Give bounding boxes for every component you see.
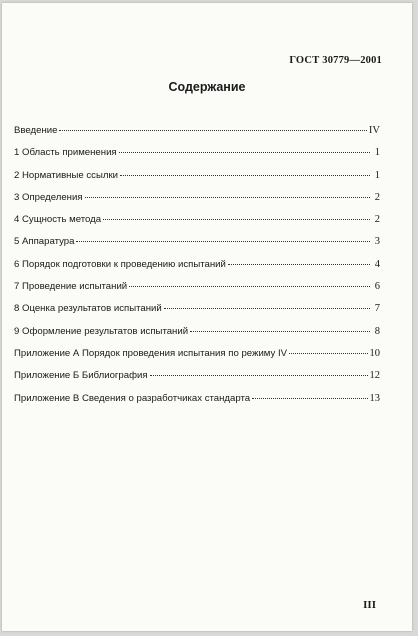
dot-leader — [85, 197, 370, 198]
toc-entry-appendix-b[interactable] — [14, 370, 380, 392]
dot-leader — [252, 398, 367, 399]
toc-entry-page: 4 — [374, 258, 380, 270]
toc-entry-results-reporting[interactable] — [14, 326, 380, 348]
toc-entry-method-essence[interactable] — [14, 214, 380, 236]
toc-entry-definitions[interactable] — [14, 192, 380, 214]
toc-entry-scope[interactable] — [14, 147, 380, 169]
toc-entry-introduction[interactable] — [14, 125, 380, 147]
dot-leader — [129, 286, 370, 287]
dot-leader — [228, 264, 370, 265]
toc-entry-test-preparation[interactable] — [14, 259, 380, 281]
toc-entry-page: 10 — [369, 347, 380, 359]
toc-entry-page: 2 — [374, 214, 380, 226]
standard-code: ГОСТ 30779—2001 — [289, 55, 382, 66]
toc-entry-label: Приложение В Сведения о разработчиках стандарта — [14, 392, 251, 404]
toc-entry-label: 9 Оформление результатов испытаний — [14, 325, 189, 337]
dot-leader — [164, 308, 370, 309]
dot-leader — [190, 331, 370, 332]
toc-entry-appendix-a[interactable] — [14, 348, 380, 370]
toc-entry-label: 3 Определения — [14, 191, 83, 203]
toc-entry-page: 3 — [374, 236, 380, 248]
toc-entry-page: 6 — [374, 281, 380, 293]
table-of-contents — [14, 125, 380, 415]
toc-entry-label: 7 Проведение испытаний — [14, 281, 128, 293]
toc-entry-page: 12 — [369, 370, 380, 382]
dot-leader — [120, 175, 370, 176]
toc-entry-results-evaluation[interactable] — [14, 303, 380, 325]
dot-leader — [76, 241, 370, 242]
toc-entry-label: 4 Сущность метода — [14, 214, 102, 226]
dot-leader — [59, 130, 366, 131]
toc-entry-label: Приложение Б Библиография — [14, 370, 148, 382]
toc-title: Содержание — [168, 80, 246, 94]
toc-entry-page: 8 — [374, 325, 380, 337]
toc-entry-label: 5 Аппаратура — [14, 236, 75, 248]
toc-entry-label: 6 Порядок подготовки к проведению испытаний — [14, 258, 226, 270]
toc-entry-label: 8 Оценка результатов испытаний — [14, 303, 162, 315]
toc-entry-label: Приложение А Порядок проведения испытания по режиму IV — [14, 347, 288, 359]
toc-entry-appendix-v[interactable] — [14, 393, 380, 415]
toc-entry-page: 13 — [369, 392, 380, 404]
toc-entry-page: 1 — [374, 147, 380, 159]
toc-entry-label: Введение — [14, 125, 58, 136]
dot-leader — [119, 152, 370, 153]
toc-entry-page: IV — [368, 125, 380, 136]
toc-entry-page: 7 — [374, 303, 380, 315]
toc-entry-page: 1 — [374, 169, 380, 181]
toc-entry-label: 2 Нормативные ссылки — [14, 169, 119, 181]
dot-leader — [289, 353, 367, 354]
toc-entry-label: 1 Область применения — [14, 147, 117, 159]
dot-leader — [103, 219, 370, 220]
toc-entry-page: 2 — [374, 191, 380, 203]
document-page — [2, 3, 412, 631]
page-number: III — [363, 599, 376, 611]
dot-leader — [150, 375, 368, 376]
toc-entry-normative-references[interactable] — [14, 170, 380, 192]
toc-entry-testing[interactable] — [14, 281, 380, 303]
toc-entry-apparatus[interactable] — [14, 236, 380, 258]
